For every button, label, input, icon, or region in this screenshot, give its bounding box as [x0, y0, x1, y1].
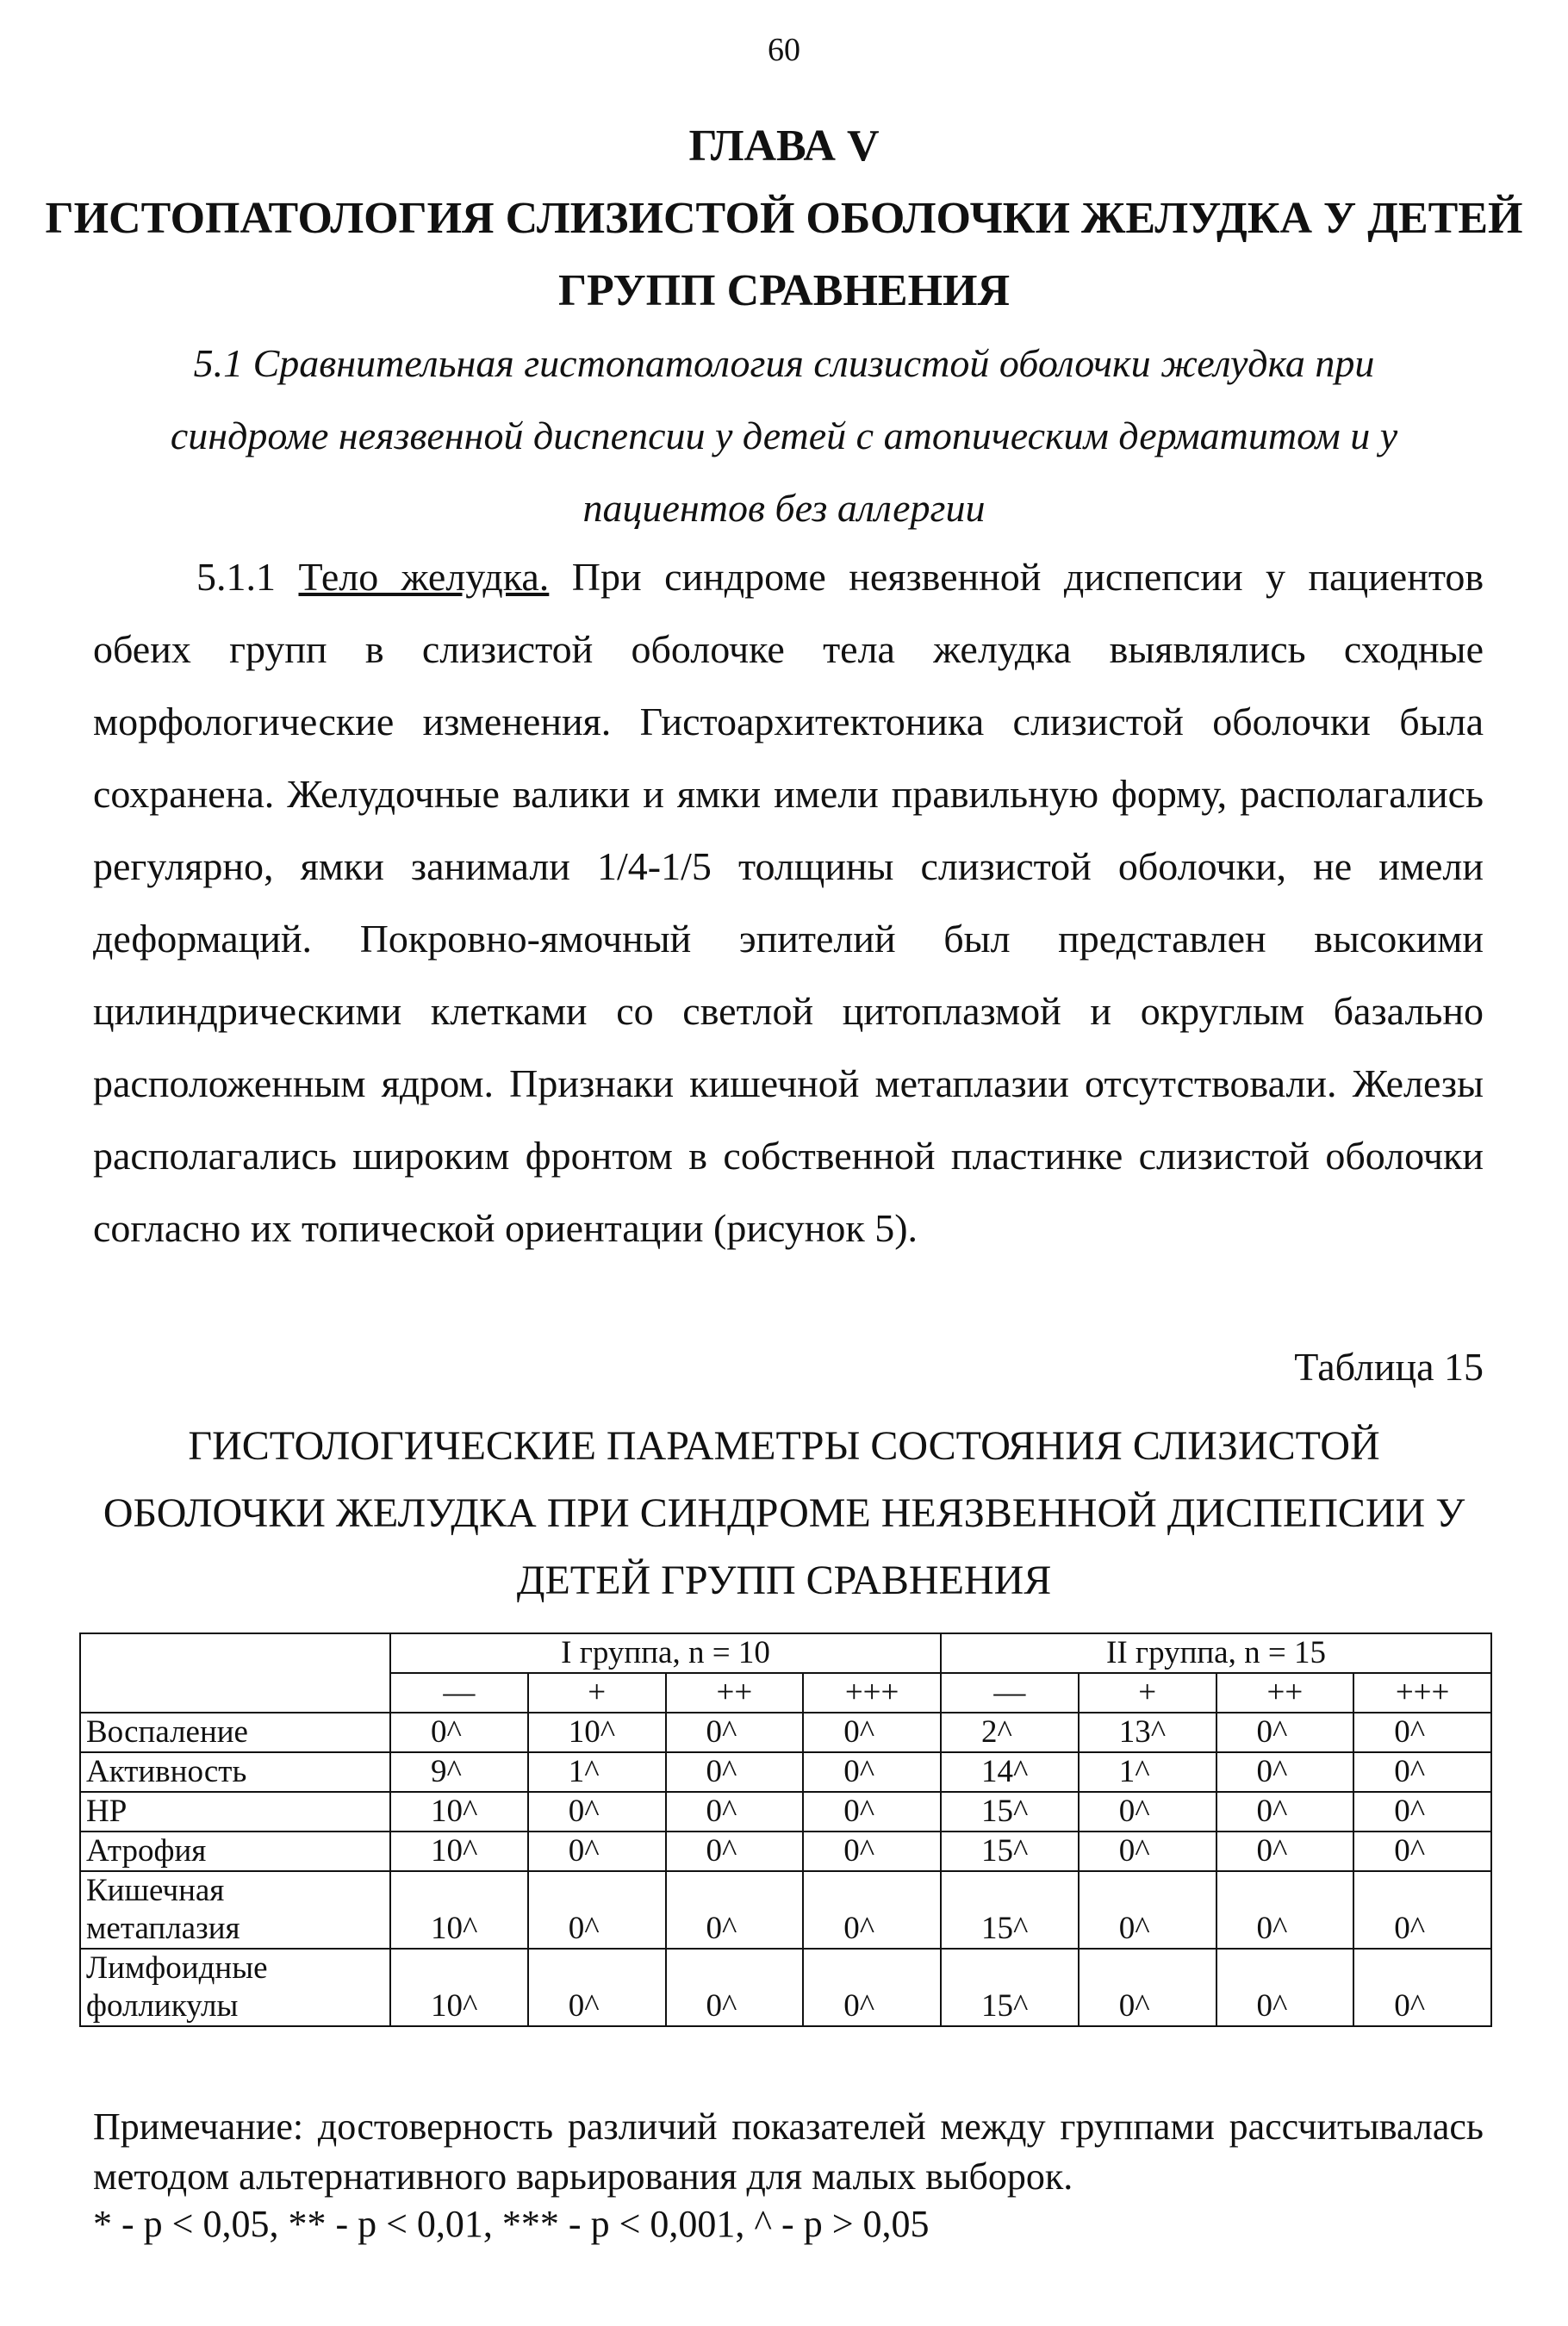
value-cell: 10^ [390, 1832, 528, 1871]
value-cell: 0^ [1353, 1713, 1491, 1752]
grade-header: ++ [1216, 1673, 1354, 1713]
group-header-row [80, 1633, 1491, 1673]
value-cell: 0^ [803, 1949, 941, 2026]
value-cell: 15^ [941, 1871, 1079, 1949]
value-cell: 0^ [1353, 1871, 1491, 1949]
value-cell: 0^ [666, 1713, 804, 1752]
value-cell: 0^ [528, 1832, 666, 1871]
value-cell: 0^ [1216, 1792, 1354, 1832]
value-cell: 0^ [803, 1792, 941, 1832]
grade-header: + [528, 1673, 666, 1713]
value-cell: 0^ [1216, 1949, 1354, 2026]
value-cell: 0^ [1079, 1871, 1216, 1949]
value-cell: 0^ [1216, 1752, 1354, 1792]
table-row [80, 1752, 1491, 1792]
param-header-cell [80, 1633, 390, 1713]
value-cell: 0^ [1353, 1832, 1491, 1871]
value-cell: 0^ [803, 1713, 941, 1752]
grade-header: + [1079, 1673, 1216, 1713]
value-cell: 10^ [528, 1713, 666, 1752]
grade-header: +++ [803, 1673, 941, 1713]
value-cell: 0^ [528, 1792, 666, 1832]
value-cell: 9^ [390, 1752, 528, 1792]
page-number: 60 [768, 32, 800, 68]
table-row [80, 1792, 1491, 1832]
value-cell: 0^ [666, 1792, 804, 1832]
value-cell: 0^ [390, 1713, 528, 1752]
value-cell: 0^ [1216, 1871, 1354, 1949]
section-title: 5.1 Сравнительная гистопатология слизистой оболочки желудка при синдроме неязвенной диспепсии у детей с атопическим дерматитом и у пациентов без аллергии [170, 341, 1398, 530]
value-cell: 1^ [1079, 1752, 1216, 1792]
group2-header: II группа, n = 15 [941, 1633, 1491, 1673]
value-cell: 0^ [1353, 1752, 1491, 1792]
chapter-label: ГЛАВА V [688, 121, 880, 171]
value-cell: 0^ [803, 1832, 941, 1871]
value-cell: 10^ [390, 1871, 528, 1949]
value-cell: 0^ [666, 1752, 804, 1792]
value-cell: 0^ [1353, 1792, 1491, 1832]
body-paragraph [93, 541, 1484, 1265]
row-parameter: Активность [80, 1752, 390, 1792]
grade-header: ++ [666, 1673, 804, 1713]
group1-header: I группа, n = 10 [390, 1633, 941, 1673]
row-parameter: Атрофия [80, 1832, 390, 1871]
grade-header: — [941, 1673, 1079, 1713]
value-cell: 0^ [1079, 1792, 1216, 1832]
row-parameter: Воспаление [80, 1713, 390, 1752]
value-cell: 13^ [1079, 1713, 1216, 1752]
table-title: ГИСТОЛОГИЧЕСКИЕ ПАРАМЕТРЫ СОСТОЯНИЯ СЛИЗИСТОЙ ОБОЛОЧКИ ЖЕЛУДКА ПРИ СИНДРОМЕ НЕЯЗВЕННОЙ ДИСПЕПСИИ У ДЕТЕЙ ГРУПП СРАВНЕНИЯ [103, 1423, 1465, 1603]
value-cell: 15^ [941, 1792, 1079, 1832]
row-parameter: НР [80, 1792, 390, 1832]
table-row [80, 1713, 1491, 1752]
value-cell: 0^ [528, 1949, 666, 2026]
row-parameter: Лимфоидные фолликулы [80, 1949, 390, 2026]
value-cell: 0^ [1216, 1832, 1354, 1871]
histology-table [79, 1633, 1492, 2027]
chapter-title: ГИСТОПАТОЛОГИЯ СЛИЗИСТОЙ ОБОЛОЧКИ ЖЕЛУДКА У ДЕТЕЙ ГРУПП СРАВНЕНИЯ [45, 194, 1523, 315]
grade-header: +++ [1353, 1673, 1491, 1713]
significance-legend: * - p < 0,05, ** - p < 0,01, *** - p < 0,001, ^ - p > 0,05 [93, 2203, 930, 2245]
table-note: Примечание: достоверность различий показателей между группами рассчитывалась методом альтернативного варьирования для малых выборок. [93, 2105, 1484, 2198]
paragraph-number: 5.1.1 [196, 555, 276, 599]
paragraph-text: При синдроме неязвенной диспепсии у пациентов обеих групп в слизистой оболочке тела желудка выявлялись сходные морфологические изменения. Гистоархитектоника слизистой оболочки была сохранена. Желудочные валики и ямки имели правильную форму, располагались регулярно, ямки занимали 1/4-1/5 толщины слизистой оболочки, не имели деформаций. Покровно-ямочный эпителий был представлен высокими цилиндрическими клетками со светлой цитоплазмой и округлым базально расположенным ядром. Признаки кишечной метаплазии отсутствовали. Железы располагались широким фронтом в собственной пластинке слизистой оболочки согласно их топической ориентации (рисунок 5). [93, 555, 1484, 1250]
table-label: Таблица 15 [1294, 1345, 1484, 1389]
value-cell: 2^ [941, 1713, 1079, 1752]
table-row [80, 1949, 1491, 2026]
value-cell: 0^ [803, 1752, 941, 1792]
row-parameter: Кишечная метаплазия [80, 1871, 390, 1949]
value-cell: 0^ [1216, 1713, 1354, 1752]
value-cell: 0^ [528, 1871, 666, 1949]
value-cell: 0^ [666, 1949, 804, 2026]
value-cell: 0^ [1079, 1949, 1216, 2026]
value-cell: 0^ [1353, 1949, 1491, 2026]
grade-header: — [390, 1673, 528, 1713]
value-cell: 15^ [941, 1832, 1079, 1871]
value-cell: 0^ [1079, 1832, 1216, 1871]
table-row [80, 1871, 1491, 1949]
value-cell: 1^ [528, 1752, 666, 1792]
paragraph-heading: Тело желудка. [298, 555, 550, 599]
value-cell: 10^ [390, 1949, 528, 2026]
value-cell: 0^ [666, 1832, 804, 1871]
value-cell: 10^ [390, 1792, 528, 1832]
table-row [80, 1832, 1491, 1871]
value-cell: 14^ [941, 1752, 1079, 1792]
value-cell: 0^ [666, 1871, 804, 1949]
value-cell: 0^ [803, 1871, 941, 1949]
value-cell: 15^ [941, 1949, 1079, 2026]
